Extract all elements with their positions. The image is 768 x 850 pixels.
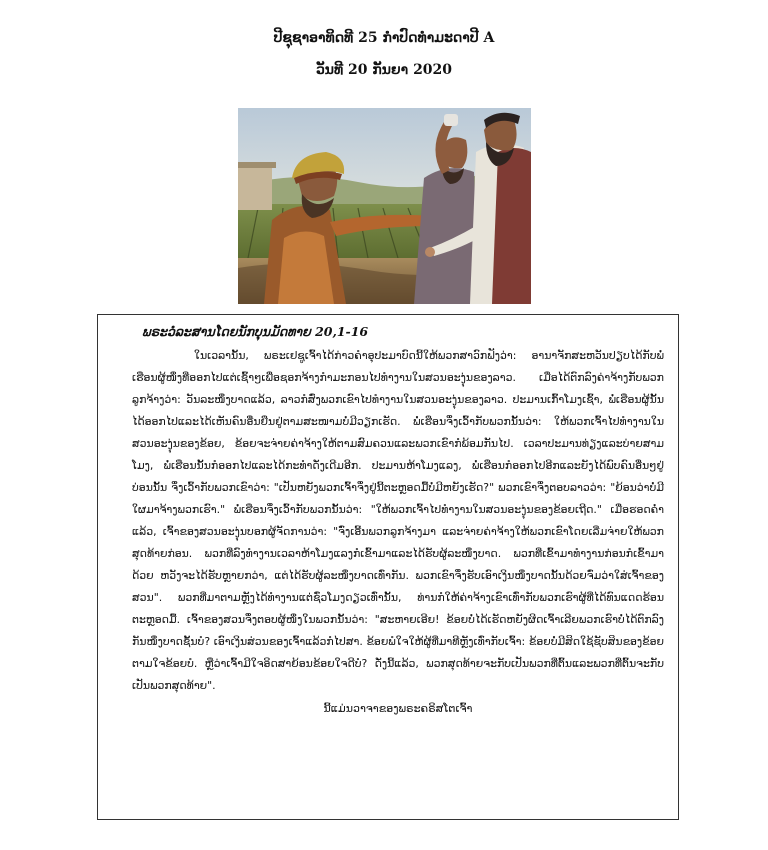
liturgical-date: ວັນທີ 20 ກັນຍາ 2020	[315, 62, 453, 78]
gospel-illustration	[238, 108, 531, 304]
liturgical-sunday-title: ປີຊຸຊາອາທິດທີ 25 ກໍາປົດທໍາມະດາປີ A	[273, 30, 495, 46]
reading-title: ພຣະວໍລະສານໂດຍນັກບຸນມັດທາຍ 20,1-16	[142, 324, 369, 339]
reading-body	[132, 345, 664, 697]
reading-text: ໃນເວລານັ້ນ, ພຣະເຢຊູເຈົ້າໄດ້ກ່າວຄໍາອຸປະມາບົດນີ້ໃຫ້ພວກສາວົກຟັງວ່າ: ອານາຈັກສະຫວັນປຽບໄດ້ກັບພໍ່ເຮືອນຜູ້ໜຶ່ງທີ່ອອກໄປແຕ່ເຊົ້າໆເພື່ອຊອກຈ້າງກໍາມະກອນໄປທໍາງານໃນສວນອະງຸ່ນຂອງລາວ. ເມື່ອໄດ້ຕົກລົງຄ່າຈ້າງກັບພວກລູກຈ້າງວ່າ: ວັນລະໜຶ່ງບາດແລ້ວ, ລາວກໍສົ່ງພວກເຂົາໄປທໍາງານໃນສວນອະງຸ່ນຂອງລາວ. ປະມານເກົ້າໂມງເຊົ້າ, ພໍ່ເຮືອນຜູ້ນັ້ນໄດ້ອອກໄປແລະໄດ້ເຫັນຄົນອື່ນຍືນຢູ່ຕາມສະໜາມບໍ່ມີວຽກເຮັດ. ພໍ່ເຮືອນຈຶ່ງເວົ້າກັບພວກນັ້ນວ່າ: ໃຫ້ພວກເຈົ້າໄປທໍາງານໃນສວນອະງຸ່ນຂອງຂ້ອຍ, ຂ້ອຍຈະຈ່າຍຄ່າຈ້າງໃຫ້ຕາມສົມຄວນແລະພວກເຂົາກໍພ້ອມກັນໄປ. ເວລາປະມານທ່ຽງແລະບ່າຍສາມໂມງ, ພໍ່ເຮືອນນັ້ນກໍອອກໄປແລະໄດ້ກະທໍາດັ່ງເດີມອີກ. ປະມານຫ້າໂມງແລງ, ພໍ່ເຮືອນກໍອອກໄປອີກແລະຍັງໄດ້ພົບຄົນອື່ນໆຢູ່ບ່ອນນັ້ນ ຈຶ່ງເວົ້າກັບພວກເຂົາວ່າ: "ເປັນຫຍັງພວກເຈົ້າຈຶ່ງຢູ່ນີ້ຕະຫຼອດມື້ບໍ່ມີຫຍັງເຮັດ?" ພວກເຂົາຈຶ່ງຕອບລາວວ່າ: "ຍ້ອນວ່າບໍ່ມີໃຜມາຈ້າງພວກເຮົາ." ພໍ່ເຮືອນຈຶ່ງເວົ້າກັບພວກນັ້ນວ່າ: "ໃຫ້ພວກເຈົ້າໄປທໍາງານໃນສວນອະງຸ່ນຂອງຂ້ອຍເຖີດ." ເມື່ອຮອດຄໍ່າແລ້ວ, ເຈົ້າຂອງສວນອະງຸ່ນບອກຜູ້ຈັດການວ່າ: "ຈົ່ງເອີ້ນພວກລູກຈ້າງມາ ແລະຈ່າຍຄ່າຈ້າງໃຫ້ພວກເຂົາໂດຍເລີ່ມຈ່າຍໃຫ້ພວກສຸດທ້າຍກ່ອນ. ພວກທີ່ລົງທໍາງານເວລາຫ້າໂມງແລງກໍເຂົ້າມາແລະໄດ້ຮັບຜູ້ລະໜຶ່ງບາດ. ພວກທີ່ເຂົ້າມາທໍາງານກ່ອນກໍເຂົ້າມາດ້ວຍ ຫວັງຈະໄດ້ຮັບຫຼາຍກວ່າ, ແຕ່ໄດ້ຮັບຜູ້ລະໜຶ່ງບາດເທົ່າກັນ. ພວກເຂົາຈຶ່ງຮັບເອົາເງິນໜຶ່ງບາດນັ້ນດ້ວຍຈົ່ມວ່າໃສ່ເຈົ້າຂອງສວນ". ພວກທີ່ມາຕາມຫຼັງໄດ້ທໍາງານແຕ່ຊົ່ວໂມງດຽວເທົ່ານັ້ນ, ທ່ານກໍໃຫ້ຄ່າຈ້າງເຂົາເທົ່າກັບພວກເຮົາຜູ້ທີ່ໄດ້ທົນແດດຮ້ອນຕະຫຼອດມື້. ເຈົ້າຂອງສວນຈຶ່ງຕອບຜູ້ໜຶ່ງໃນພວກນັ້ນວ່າ: "ສະຫາຍເອີຍ! ຂ້ອຍບໍ່ໄດ້ເຮັດຫຍັງຜິດເຈົ້າເລີຍພວກເຮົາບໍ່ໄດ້ຕົກລົງກັນໜຶ່ງບາດຊັ້ນບໍ? ເອົາເງິນສ່ວນຂອງເຈົ້າແລ້ວກໍໄປສາ. ຂ້ອຍພໍໃຈໃຫ້ຜູ້ທີ່ມາທີຫຼັງເທົ່າກັບເຈົ້າ: ຂ້ອຍບໍ່ມີສິດໃຊ້ຊັບສິນຂອງຂ້ອຍຕາມໃຈຂ້ອຍບໍ. ຫຼືວ່າເຈົ້າມີໃຈອິດສາຍ້ອນຂ້ອຍໃຈດີບໍ? ດັ່ງນີ້ແລ້ວ, ພວກສຸດທ້າຍຈະກັບເປັນພວກທີ່ຕົ້ນແລະພວກທີ່ຕົ້ນຈະກັບເປັນພວກສຸດທ້າຍ".	[132, 349, 664, 692]
reading-acclamation: ນີ້ແມ່ນວາຈາຂອງພຣະຄຣິສໂຕເຈົ້າ	[323, 702, 473, 715]
vineyard-workers-painting	[238, 108, 531, 304]
gospel-reading-box	[97, 314, 679, 820]
document-header	[0, 28, 768, 80]
